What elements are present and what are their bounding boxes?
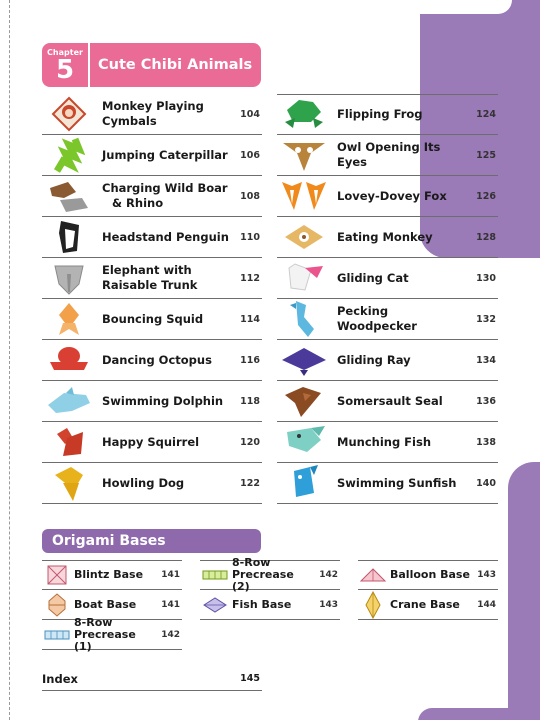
base-entry[interactable]: [200, 555, 340, 593]
entry-title: Flipping Frog: [337, 106, 423, 121]
cut-line: [9, 0, 10, 720]
toc-entry[interactable]: [42, 176, 262, 217]
toc-entry[interactable]: [277, 340, 498, 381]
base-title: Blintz Base: [74, 567, 144, 581]
toc-entry[interactable]: [42, 94, 262, 135]
blintz-base-icon: [42, 565, 72, 585]
entry-title: Happy Squirrel: [102, 434, 200, 449]
toc-entry[interactable]: [42, 381, 262, 422]
toc-entry[interactable]: [277, 135, 498, 176]
base-title: Boat Base: [74, 597, 137, 611]
toc-entry[interactable]: [42, 422, 262, 463]
base-entry[interactable]: [42, 615, 182, 653]
entry-page: 104: [240, 108, 260, 120]
toc-entry[interactable]: [42, 340, 262, 381]
entry-title: Eating Monkey: [337, 229, 433, 244]
penguin-icon: [42, 218, 96, 256]
entry-title: Owl Opening Its Eyes: [337, 140, 441, 169]
entry-title: Howling Dog: [102, 475, 185, 490]
precrease-2-icon: [200, 570, 230, 580]
entry-title: Swimming Sunfish: [337, 475, 457, 490]
ray-icon: [277, 341, 331, 379]
index-title: Index: [42, 671, 78, 686]
toc-entry[interactable]: [42, 463, 262, 504]
entry-page: 140: [476, 477, 496, 489]
toc-entry[interactable]: [277, 176, 498, 217]
chapter-title: Cute Chibi Animals: [98, 57, 253, 73]
entry-page: 108: [240, 190, 260, 202]
crane-base-icon: [358, 591, 388, 619]
chapter-label: Chapter: [47, 47, 83, 57]
base-page: 141: [161, 599, 180, 610]
entry-title: Monkey Playing Cymbals: [102, 99, 204, 128]
chapter-header: [42, 43, 261, 87]
base-title: Balloon Base: [390, 567, 470, 581]
base-page: 141: [161, 569, 180, 580]
entry-title: Dancing Octopus: [102, 352, 212, 367]
chapter-number-box: [42, 43, 90, 87]
base-entry[interactable]: [42, 560, 182, 590]
entry-page: 126: [476, 190, 496, 202]
entry-page: 124: [476, 108, 496, 120]
toc-entry[interactable]: [42, 135, 262, 176]
bases-header: Origami Bases: [42, 529, 261, 553]
frog-icon: [277, 95, 331, 133]
toc-entry[interactable]: [277, 463, 498, 504]
index-page: 145: [240, 673, 260, 684]
entry-title: Lovey-Dovey Fox: [337, 188, 447, 203]
base-page: 142: [161, 629, 180, 640]
entry-page: 122: [240, 477, 260, 489]
entry-page: 128: [476, 231, 496, 243]
entry-page: 138: [476, 436, 496, 448]
entry-page: 125: [476, 149, 496, 161]
base-page: 143: [319, 599, 338, 610]
entry-title: Gliding Ray: [337, 352, 411, 367]
toc-entry[interactable]: [277, 94, 498, 135]
entry-title: Headstand Penguin: [102, 229, 229, 244]
elephant-icon: [42, 259, 96, 297]
entry-title: Charging Wild Boar & Rhino: [102, 181, 228, 210]
index-entry[interactable]: [42, 667, 262, 691]
entry-page: 106: [240, 149, 260, 161]
base-entry[interactable]: [358, 590, 498, 620]
entry-page: 112: [240, 272, 260, 284]
toc-entry[interactable]: [277, 258, 498, 299]
base-page: 143: [477, 569, 496, 580]
precrease-1-icon: [42, 630, 72, 640]
toc-entry[interactable]: [277, 217, 498, 258]
entry-title: Somersault Seal: [337, 393, 443, 408]
page-tab-bottom: [508, 462, 540, 720]
entry-title: Munching Fish: [337, 434, 432, 449]
base-title: Crane Base: [390, 597, 460, 611]
entry-page: 114: [240, 313, 260, 325]
fox-icon: [277, 177, 331, 215]
monkey-cymbals-icon: [42, 95, 96, 133]
seal-icon: [277, 382, 331, 420]
fish-base-icon: [200, 597, 230, 613]
woodpecker-icon: [277, 300, 331, 338]
entry-title: Bouncing Squid: [102, 311, 204, 326]
eating-monkey-icon: [277, 218, 331, 256]
entry-page: 120: [240, 436, 260, 448]
boar-rhino-icon: [42, 177, 96, 215]
dolphin-icon: [42, 382, 96, 420]
entry-title: Swimming Dolphin: [102, 393, 224, 408]
entry-title: Elephant with Raisable Trunk: [102, 263, 198, 292]
entry-page: 132: [476, 313, 496, 325]
squirrel-icon: [42, 423, 96, 461]
entry-page: 118: [240, 395, 260, 407]
caterpillar-icon: [42, 136, 96, 174]
toc-entry[interactable]: [42, 258, 262, 299]
base-page: 144: [477, 599, 496, 610]
entry-page: 116: [240, 354, 260, 366]
sunfish-icon: [277, 464, 331, 502]
base-title: 8-Row Precrease (2): [232, 555, 294, 593]
base-page: 142: [319, 569, 338, 580]
owl-icon: [277, 136, 331, 174]
base-entry[interactable]: [358, 560, 498, 590]
entry-page: 134: [476, 354, 496, 366]
octopus-icon: [42, 341, 96, 379]
squid-icon: [42, 300, 96, 338]
cat-icon: [277, 259, 331, 297]
toc-entry[interactable]: [42, 217, 262, 258]
entry-page: 130: [476, 272, 496, 284]
munching-fish-icon: [277, 423, 331, 461]
base-title: Fish Base: [232, 597, 292, 611]
dog-icon: [42, 464, 96, 502]
base-title: 8-Row Precrease (1): [74, 615, 136, 653]
entry-page: 110: [240, 231, 260, 243]
toc-entry[interactable]: [277, 299, 498, 340]
toc-entry[interactable]: [277, 422, 498, 463]
entry-title: Pecking Woodpecker: [337, 304, 417, 333]
balloon-base-icon: [358, 568, 388, 582]
boat-base-icon: [42, 593, 72, 617]
entry-page: 136: [476, 395, 496, 407]
entry-title: Gliding Cat: [337, 270, 409, 285]
toc-entry[interactable]: [42, 299, 262, 340]
base-entry[interactable]: [42, 590, 182, 620]
toc-entry[interactable]: [277, 381, 498, 422]
entry-title: Jumping Caterpillar: [102, 147, 228, 162]
base-entry[interactable]: [200, 590, 340, 620]
chapter-number: 5: [55, 54, 75, 85]
